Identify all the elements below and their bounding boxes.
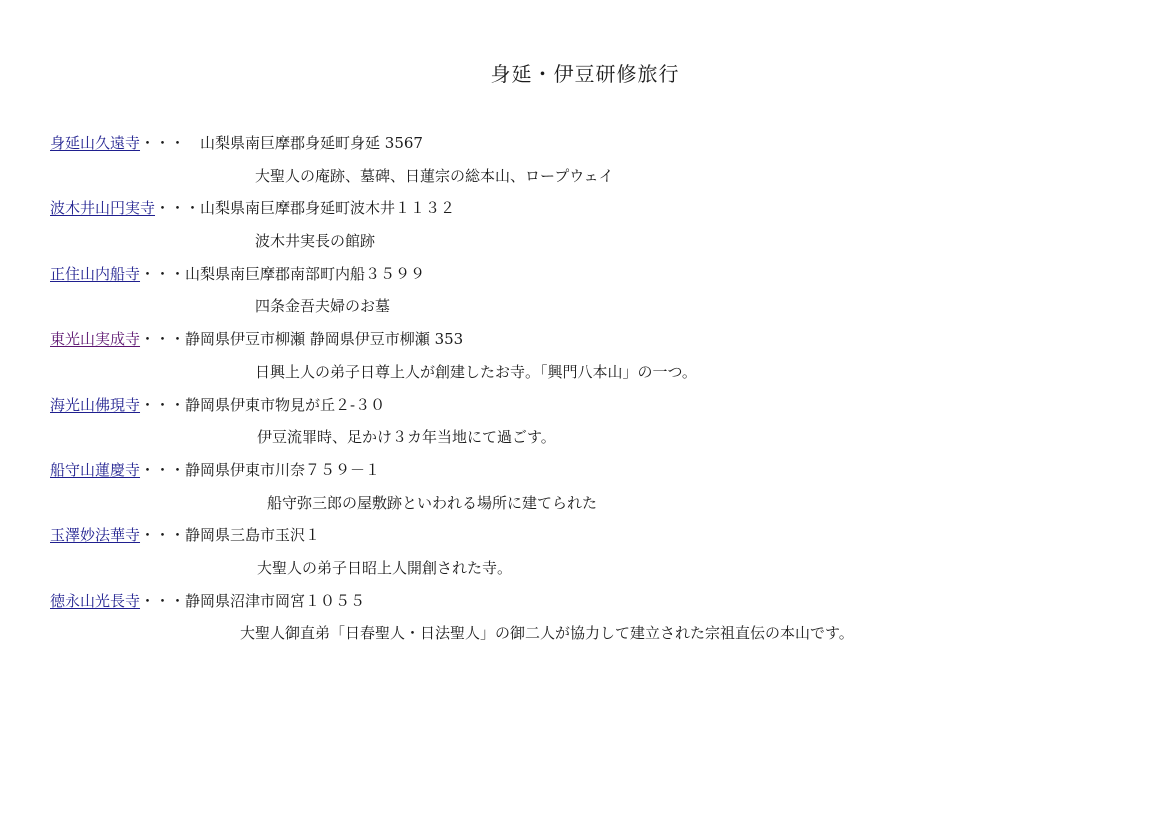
temple-address: 静岡県伊豆市柳瀬 静岡県伊豆市柳瀬 353 bbox=[185, 330, 464, 349]
separator: ・・・ bbox=[140, 591, 186, 610]
temple-entry bbox=[50, 457, 1130, 490]
temple-description: 大聖人御直弟「日春聖人・日法聖人」の御二人が協力して建立された宗祖直伝の本山です。 bbox=[240, 624, 854, 643]
temple-description: 大聖人の弟子日昭上人開創された寺。 bbox=[257, 558, 513, 577]
separator: ・・・ bbox=[140, 134, 201, 152]
temple-description: 伊豆流罪時、足かけ３カ年当地にて過ごす。 bbox=[257, 428, 556, 447]
temple-entry bbox=[50, 522, 1130, 555]
separator: ・・・ bbox=[140, 460, 186, 479]
temple-address: 山梨県南巨摩郡身延町波木井１１３２ bbox=[200, 199, 456, 218]
temple-link-naisenji[interactable]: 正住山内船寺 bbox=[50, 264, 141, 283]
temple-link-jitsujoji[interactable]: 東光山実成寺 bbox=[50, 330, 141, 349]
temple-description: 四条金吾夫婦のお墓 bbox=[255, 297, 391, 316]
temple-link-renkeiji[interactable]: 船守山蓮慶寺 bbox=[50, 460, 141, 479]
temple-address: 静岡県沼津市岡宮１０５５ bbox=[185, 591, 366, 610]
temple-address: 山梨県南巨摩郡身延町身延 3567 bbox=[200, 134, 423, 152]
temple-entry bbox=[50, 588, 1130, 621]
separator: ・・・ bbox=[140, 395, 186, 414]
temple-link-kuonji[interactable]: 身延山久遠寺 bbox=[50, 134, 141, 152]
temple-list bbox=[50, 130, 1130, 653]
temple-address: 静岡県三島市玉沢１ bbox=[185, 526, 321, 545]
temple-link-myohokkeji[interactable]: 玉澤妙法華寺 bbox=[50, 526, 141, 545]
temple-address: 静岡県伊東市物見が丘２-３０ bbox=[185, 395, 386, 414]
temple-description: 波木井実長の館跡 bbox=[255, 232, 376, 251]
temple-link-kochoji[interactable]: 徳永山光長寺 bbox=[50, 591, 141, 610]
temple-entry bbox=[50, 392, 1130, 425]
temple-link-butsugenji[interactable]: 海光山佛現寺 bbox=[50, 395, 141, 414]
separator: ・・・ bbox=[140, 264, 186, 283]
temple-entry bbox=[50, 130, 1130, 163]
temple-entry bbox=[50, 326, 1130, 359]
temple-address: 山梨県南巨摩郡南部町内船３５９９ bbox=[185, 264, 426, 283]
page-title: 身延・伊豆研修旅行 bbox=[490, 62, 680, 86]
separator: ・・・ bbox=[140, 526, 186, 545]
temple-description: 大聖人の庵跡、墓碑、日蓮宗の総本山、ロープウェイ bbox=[255, 166, 614, 185]
temple-entry bbox=[50, 195, 1130, 228]
temple-entry bbox=[50, 261, 1130, 294]
temple-description: 日興上人の弟子日尊上人が創建したお寺。「興門八本山」の一つ。 bbox=[255, 362, 697, 381]
separator: ・・・ bbox=[155, 199, 201, 218]
temple-link-enjitsuji[interactable]: 波木井山円実寺 bbox=[50, 199, 156, 218]
temple-description: 船守弥三郎の屋敷跡といわれる場所に建てられた bbox=[267, 493, 598, 512]
temple-address: 静岡県伊東市川奈７５９－１ bbox=[185, 460, 381, 479]
separator: ・・・ bbox=[140, 330, 186, 349]
